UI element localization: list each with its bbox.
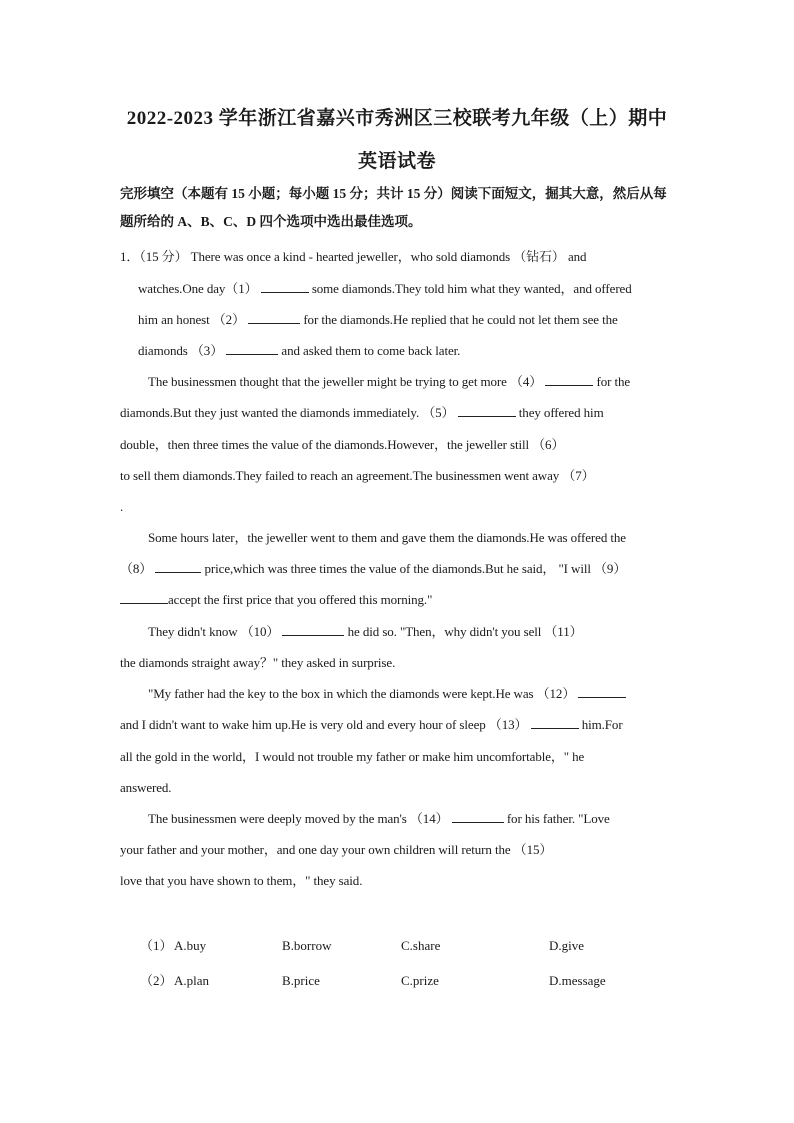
option-a[interactable]: A.plan — [174, 973, 210, 988]
blank-13 — [531, 715, 579, 729]
question-score: （15 分） — [139, 249, 188, 264]
option-c[interactable]: C.prize — [401, 973, 439, 988]
question-line: the diamonds straight away？" they asked in surprise. — [120, 655, 396, 670]
option-d[interactable]: D.message — [549, 973, 606, 988]
blank-14 — [452, 809, 504, 823]
question-line: to sell them diamonds.They failed to reach an agreement.The businessmen went away （7） — [120, 468, 595, 483]
question-line: . — [120, 499, 124, 514]
option-d[interactable]: D.give — [549, 938, 585, 953]
page-title-line1: 2022-2023 学年浙江省嘉兴市秀洲区三校联考九年级（上）期中 — [126, 108, 668, 129]
option-number: （1） — [140, 938, 173, 953]
option-b[interactable]: B.borrow — [282, 938, 332, 953]
blank-9 — [120, 590, 168, 604]
question-line: accept the first price that you offered this morning." — [120, 590, 432, 610]
question-line: him an honest （2） for the diamonds.He replied that he could not let them see the — [138, 312, 618, 327]
question-line: love that you have shown to them，" they said. — [120, 873, 363, 888]
question-line: The businessmen thought that the jeweller might be trying to get more （4） for the — [148, 374, 631, 389]
section-heading: 完形填空（本题有 15 小题；每小题 15 分；共计 15 分）阅读下面短文，掘其大意，然后从每题所给的 A、B、C、D 四个选项中选出最佳选项。 — [120, 186, 667, 229]
question-line: The businessmen were deeply moved by the man's （14） for his father. "Love — [148, 811, 610, 826]
option-c[interactable]: C.share — [401, 938, 441, 953]
question-line: and I didn't want to wake him up.He is very old and every hour of sleep （13） him.For — [120, 717, 623, 732]
blank-1 — [261, 279, 309, 293]
blank-3 — [226, 341, 278, 355]
option-number: （2） — [140, 973, 173, 988]
question-line: diamonds （3） and asked them to come back later. — [138, 343, 461, 358]
question-line: watches.One day（1） some diamonds.They told him what they wanted，and offered — [138, 281, 632, 296]
question-line: "My father had the key to the box in which the diamonds were kept.He was （12） — [148, 684, 626, 704]
question-line: （8） price,which was three times the value of the diamonds.But he said， "I will （9） — [120, 561, 627, 576]
blank-5 — [458, 403, 516, 417]
question-line: Some hours later，the jeweller went to them and gave them the diamonds.He was offered the — [148, 530, 626, 545]
question-line: diamonds.But they just wanted the diamonds immediately. （5） they offered him — [120, 405, 604, 420]
question-line: They didn't know （10） he did so. "Then，why didn't you sell （11） — [148, 624, 583, 639]
blank-2 — [248, 310, 300, 324]
option-b[interactable]: B.price — [282, 973, 320, 988]
option-a[interactable]: A.buy — [174, 938, 207, 953]
question-line: answered. — [120, 780, 172, 795]
blank-4 — [545, 372, 593, 386]
page-title-line2: 英语试卷 — [357, 151, 436, 172]
blank-8 — [155, 559, 201, 573]
question-number: 1． — [120, 249, 140, 264]
question-line: 1．（15 分） There was once a kind - hearted jeweller，who sold diamonds （钻石） and — [120, 249, 587, 264]
question-line: double，then three times the value of the diamonds.However，the jeweller still （6） — [120, 437, 565, 452]
blank-12 — [578, 684, 626, 698]
question-line: your father and your mother，and one day your own children will return the （15） — [120, 842, 553, 857]
blank-10 — [282, 622, 344, 636]
question-line: all the gold in the world，I would not trouble my father or make him uncomfortable，" he — [120, 749, 585, 764]
